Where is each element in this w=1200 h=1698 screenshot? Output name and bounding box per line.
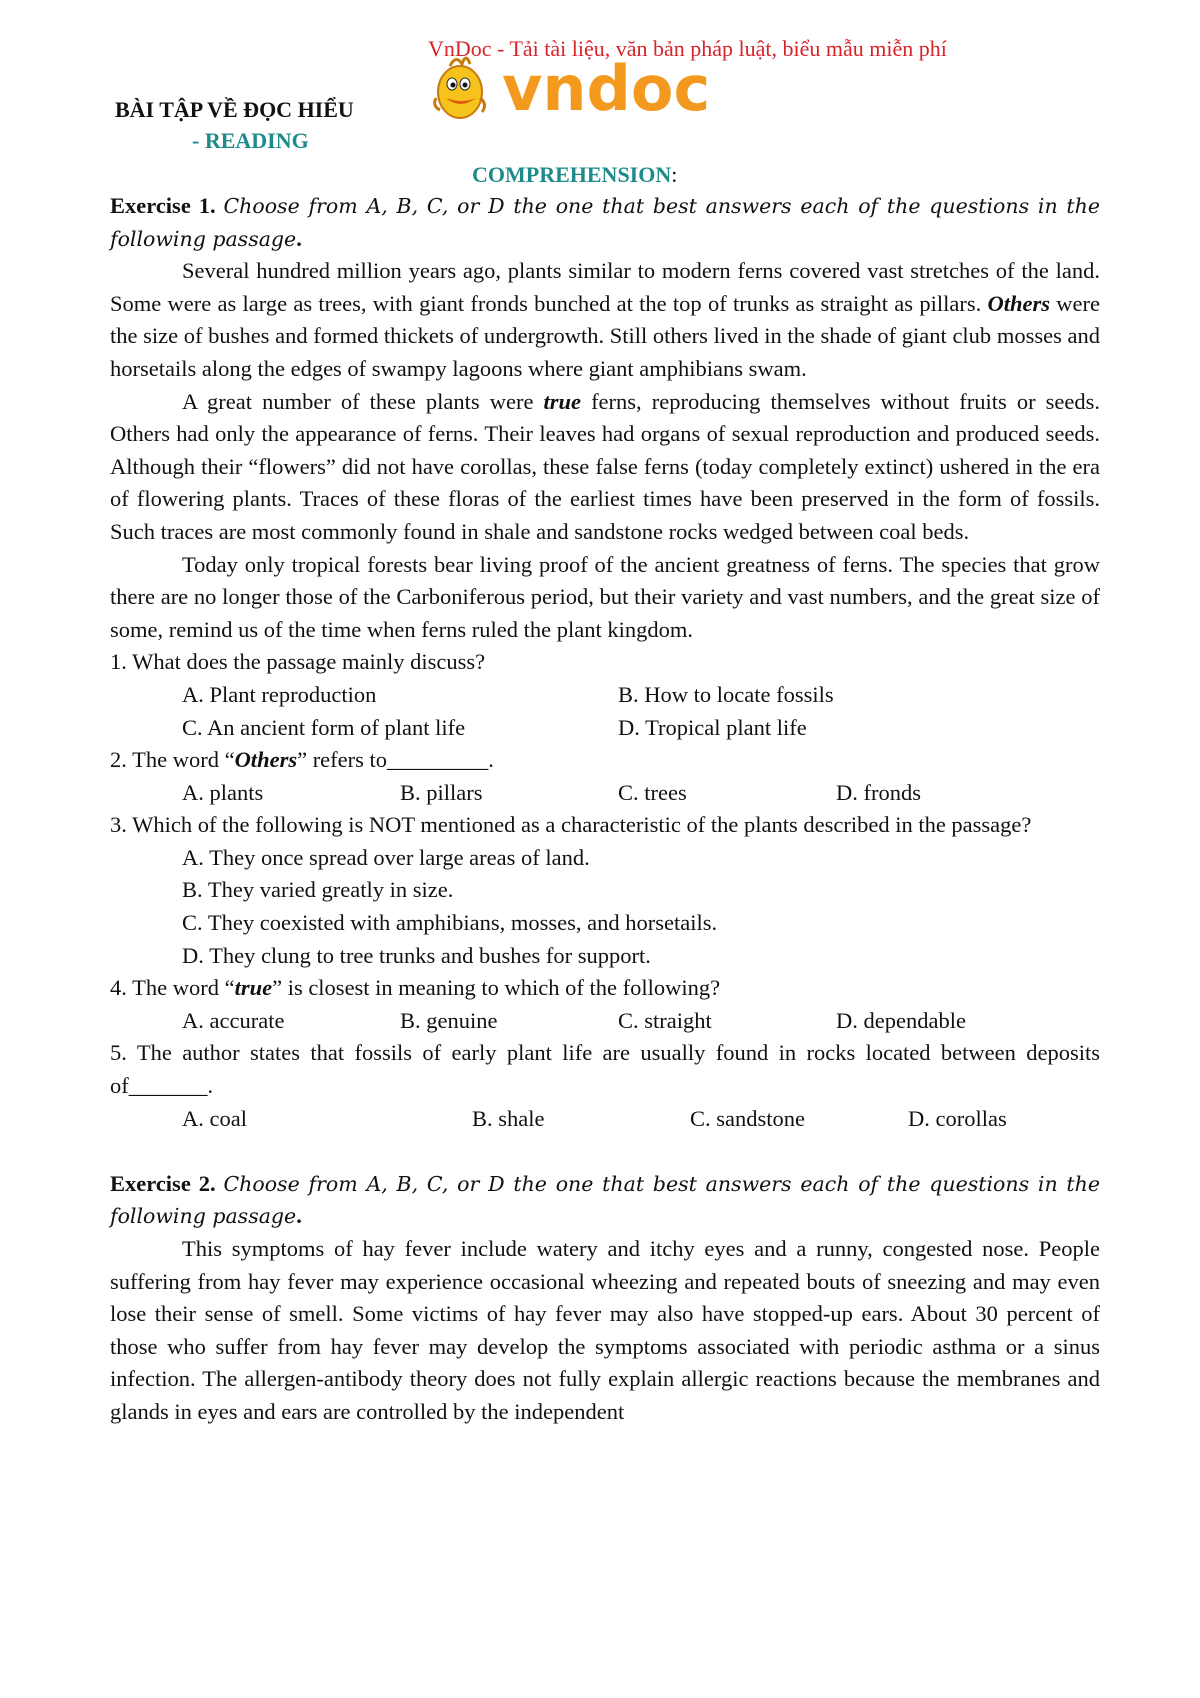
exercise-1-heading bbox=[110, 190, 1100, 255]
title-line-1: BÀI TẬP VỀ ĐỌC HIỂU bbox=[115, 97, 354, 122]
question-1-options-row-1 bbox=[110, 679, 1100, 712]
question-2-options bbox=[110, 777, 1100, 810]
question-text: 4. The word “ bbox=[110, 975, 235, 1001]
exercise-2-label: Exercise 2. bbox=[110, 1170, 216, 1196]
question-5-options bbox=[110, 1103, 1100, 1136]
exercise-1-instruction: Choose from A, B, C, or D the one that best answers each of the questions in the following passage bbox=[110, 194, 1101, 251]
document-body bbox=[110, 190, 1100, 1429]
question-keyword: true bbox=[234, 975, 273, 1001]
site-header-line[interactable]: VnDoc - Tải tài liệu, văn bản pháp luật, biểu mẫu miễn phí bbox=[428, 36, 947, 61]
option-d: D. corollas bbox=[908, 1105, 1007, 1131]
option-c: C. They coexisted with amphibians, mosses, and horsetails. bbox=[182, 910, 718, 936]
logo-wordmark: vndoc bbox=[502, 52, 711, 125]
highlighted-word-others: Others bbox=[987, 290, 1050, 316]
passage-text: were the size of bushes and formed thickets of undergrowth. Still others lived in the shade of giant club mosses and horsetails along the edges of swampy lagoons where giant amphibians swam. bbox=[110, 290, 1100, 381]
passage-text: Several hundred million years ago, plants similar to modern ferns covered vast stretches of the land. Some were as large as trees, with giant fronds bunched at the top of trunks as straight as pillars. bbox=[110, 258, 1100, 316]
option-d: D. fronds bbox=[836, 779, 921, 805]
option-c: C. sandstone bbox=[690, 1105, 805, 1131]
passage-text: ferns, reproducing themselves without fruits or seeds. Others had only the appearance of ferns. Their leaves had organs of sexual reproduction and produced seeds. Although their “flowers” did not have corollas, these false ferns (today completely extinct) ushered in the era of flowering plants. Traces of these floras of the earliest times have been preserved in the form of fossils. Such traces are most commonly found in shale and sandstone rocks wedged between coal beds. bbox=[110, 388, 1101, 544]
option-a: A. Plant reproduction bbox=[182, 681, 377, 707]
title-line-3 bbox=[472, 162, 677, 188]
passage-1-paragraph-2 bbox=[110, 386, 1100, 549]
question-1-options-row-2 bbox=[110, 712, 1100, 745]
question-3: 3. Which of the following is NOT mentioned as a characteristic of the plants described in the passage? bbox=[110, 812, 1032, 838]
highlighted-word-true: true bbox=[543, 388, 582, 414]
passage-1-paragraph-1 bbox=[110, 255, 1100, 385]
question-2 bbox=[110, 744, 1100, 777]
option-d: D. dependable bbox=[836, 1007, 966, 1033]
exercise-2-period: . bbox=[296, 1203, 302, 1229]
passage-text: A great number of these plants were bbox=[182, 388, 544, 414]
option-d: D. Tropical plant life bbox=[618, 714, 807, 740]
title-comprehension: COMPREHENSION bbox=[472, 162, 672, 187]
option-a: A. coal bbox=[182, 1105, 247, 1131]
exercise-1-label: Exercise 1. bbox=[110, 193, 216, 218]
section-gap bbox=[110, 1135, 1100, 1168]
option-a: A. accurate bbox=[182, 1007, 285, 1033]
passage-2-paragraph-1: This symptoms of hay fever include watery and itchy eyes and a runny, congested nose. People suffering from hay fever may experience occasional wheezing and repeated bouts of sneezing and may even lose their sense of smell. Some victims of hay fever may also have stopped-up ears. About 30 percent of those who suffer from hay fever may develop the symptoms associated with periodic asthma or a sinus infection. The allergen-antibody theory does not fully explain allergic reactions because the membranes and glands in eyes and ears are controlled by the independent bbox=[110, 1236, 1100, 1424]
exercise-1-period: . bbox=[296, 225, 302, 251]
title-colon: : bbox=[671, 162, 678, 187]
passage-1-paragraph-3: Today only tropical forests bear living proof of the ancient greatness of ferns. The species that grow there are no longer those of the Carboniferous period, but their variety and vast numbers, and the great size of some, remind us of the time when ferns ruled the plant kingdom. bbox=[110, 551, 1100, 642]
option-a: A. They once spread over large areas of land. bbox=[182, 844, 590, 870]
option-d: D. They clung to tree trunks and bushes for support. bbox=[182, 942, 651, 968]
question-text: ” is closest in meaning to which of the following? bbox=[272, 975, 721, 1001]
option-b: B. How to locate fossils bbox=[618, 681, 834, 707]
exercise-2-heading bbox=[110, 1168, 1100, 1233]
option-b: B. genuine bbox=[400, 1007, 498, 1033]
title-line-2: - READING bbox=[192, 128, 309, 153]
option-a: A. plants bbox=[182, 779, 264, 805]
question-4 bbox=[110, 972, 1100, 1005]
question-5: 5. The author states that fossils of early plant life are usually found in rocks located between deposits of_______. bbox=[110, 1040, 1100, 1099]
question-text: 2. The word “ bbox=[110, 747, 235, 773]
duck-mascot-icon bbox=[432, 48, 772, 128]
question-text: ” refers to_________. bbox=[297, 747, 494, 773]
question-4-options bbox=[110, 1005, 1100, 1038]
option-c: C. straight bbox=[618, 1007, 712, 1033]
vndoc-logo[interactable] bbox=[432, 48, 772, 128]
option-c: C. trees bbox=[618, 779, 687, 805]
exercise-2-instruction: Choose from A, B, C, or D the one that best answers each of the questions in the following passage bbox=[110, 1171, 1101, 1229]
option-c: C. An ancient form of plant life bbox=[182, 714, 466, 740]
option-b: B. They varied greatly in size. bbox=[182, 877, 454, 903]
option-b: B. shale bbox=[472, 1105, 545, 1131]
question-1: 1. What does the passage mainly discuss? bbox=[110, 649, 486, 675]
option-b: B. pillars bbox=[400, 779, 483, 805]
question-keyword: Others bbox=[234, 747, 298, 773]
